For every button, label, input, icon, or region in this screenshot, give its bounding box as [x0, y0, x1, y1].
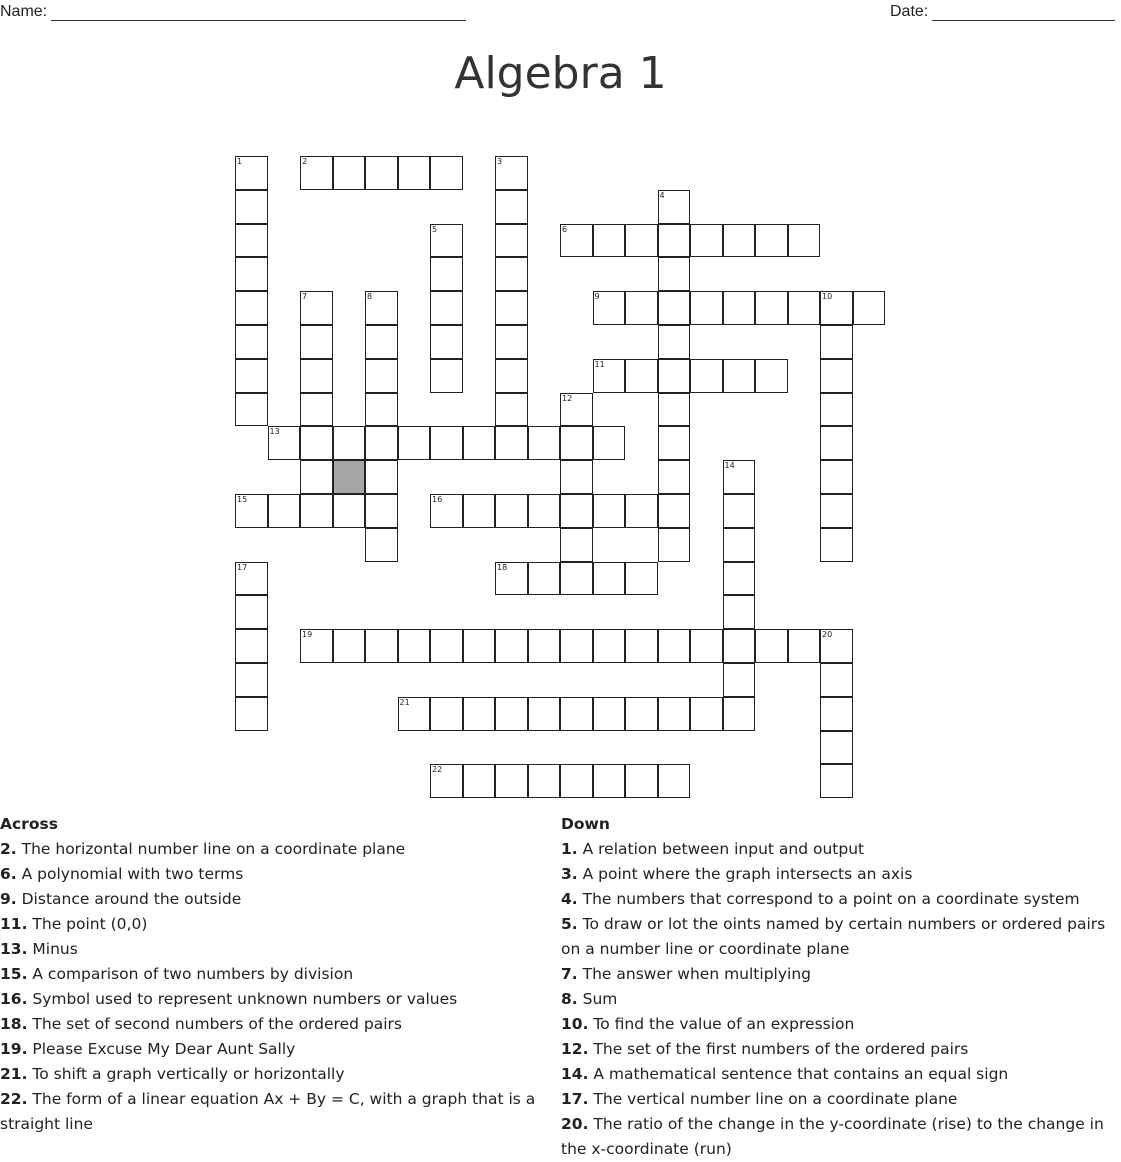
clue-number: 19: [302, 630, 313, 640]
crossword-cell[interactable]: [820, 291, 853, 325]
clue-text: Minus: [32, 940, 78, 958]
clue-number-label: 17.: [561, 1090, 589, 1108]
crossword-cell[interactable]: [820, 764, 853, 798]
across-clue: [0, 1012, 545, 1037]
crossword-cell[interactable]: [593, 359, 626, 393]
crossword-cell[interactable]: [528, 629, 561, 663]
crossword-cell[interactable]: [365, 156, 398, 190]
crossword-cell[interactable]: [235, 697, 268, 731]
crossword-cell[interactable]: [658, 190, 691, 224]
down-clue: [561, 1037, 1121, 1062]
down-clue: [561, 962, 1121, 987]
crossword-cell[interactable]: [625, 224, 658, 258]
clue-text: Distance around the outside: [21, 890, 242, 908]
crossword-cell[interactable]: [268, 494, 301, 528]
clue-number-label: 12.: [561, 1040, 589, 1058]
crossword-cell[interactable]: [820, 393, 853, 427]
crossword-cell[interactable]: [528, 562, 561, 596]
crossword-cell[interactable]: [398, 426, 431, 460]
crossword-cell[interactable]: [658, 426, 691, 460]
clue-number-label: 7.: [561, 965, 578, 983]
crossword-cell[interactable]: [820, 494, 853, 528]
crossword-cell[interactable]: [430, 764, 463, 798]
down-heading: Down: [561, 815, 610, 833]
crossword-cell[interactable]: [365, 325, 398, 359]
clue-text: To draw or lot the oints named by certain numbers or ordered pairs on a number line or coordinate plane: [561, 915, 1106, 958]
crossword-cell[interactable]: [430, 494, 463, 528]
crossword-cell[interactable]: [495, 359, 528, 393]
crossword-cell[interactable]: [755, 629, 788, 663]
clue-number-label: 18.: [0, 1015, 28, 1033]
crossword-cell[interactable]: [463, 629, 496, 663]
crossword-cell[interactable]: [495, 190, 528, 224]
down-clue-list: [561, 837, 1121, 1162]
crossword-cell[interactable]: [300, 426, 333, 460]
clue-text: A relation between input and output: [582, 840, 865, 858]
crossword-cell[interactable]: [723, 595, 756, 629]
across-clue: [0, 962, 545, 987]
clue-text: The horizontal number line on a coordinate plane: [21, 840, 406, 858]
down-clue: [561, 862, 1121, 887]
clue-number: 1: [237, 157, 243, 166]
clue-text: To find the value of an expression: [593, 1015, 855, 1033]
crossword-cell[interactable]: [625, 697, 658, 731]
crossword-cell[interactable]: [463, 494, 496, 528]
clue-number: 22: [432, 765, 443, 775]
crossword-cell[interactable]: [235, 595, 268, 629]
crossword-cell[interactable]: [723, 291, 756, 325]
down-clues: [561, 812, 1121, 1162]
crossword-block: [333, 460, 366, 494]
crossword-cell[interactable]: [495, 697, 528, 731]
across-clue: [0, 862, 545, 887]
crossword-cell[interactable]: [560, 460, 593, 494]
across-clue-list: [0, 837, 545, 1137]
crossword-cell[interactable]: [560, 764, 593, 798]
crossword-cell[interactable]: [430, 697, 463, 731]
crossword-cell[interactable]: [560, 393, 593, 427]
crossword-cell[interactable]: [430, 426, 463, 460]
crossword-cell[interactable]: [430, 224, 463, 258]
crossword-cell[interactable]: [463, 697, 496, 731]
across-clue: [0, 912, 545, 937]
clue-number: 14: [724, 461, 735, 471]
clue-number: 9: [594, 292, 600, 302]
crossword-cell[interactable]: [495, 257, 528, 291]
crossword-cell[interactable]: [723, 562, 756, 596]
crossword-cell[interactable]: [593, 224, 626, 258]
across-clue: [0, 1037, 545, 1062]
across-heading: Across: [0, 815, 58, 833]
clue-text: To shift a graph vertically or horizontally: [32, 1065, 345, 1083]
crossword-cell[interactable]: [593, 291, 626, 325]
crossword-cell[interactable]: [528, 426, 561, 460]
crossword-cell[interactable]: [690, 291, 723, 325]
crossword-cell[interactable]: [235, 156, 268, 190]
crossword-cell[interactable]: [235, 224, 268, 258]
crossword-cell[interactable]: [365, 494, 398, 528]
crossword-cell[interactable]: [235, 190, 268, 224]
clue-number-label: 20.: [561, 1115, 589, 1133]
crossword-cell[interactable]: [398, 697, 431, 731]
clue-number-label: 6.: [0, 865, 17, 883]
crossword-cell[interactable]: [593, 562, 626, 596]
down-clue: [561, 1012, 1121, 1037]
crossword-cell[interactable]: [625, 291, 658, 325]
crossword-cell[interactable]: [560, 629, 593, 663]
clue-text: A mathematical sentence that contains an equal sign: [593, 1065, 1009, 1083]
crossword-cell[interactable]: [528, 494, 561, 528]
crossword-cell[interactable]: [723, 494, 756, 528]
crossword-cell[interactable]: [235, 629, 268, 663]
crossword-cell[interactable]: [300, 393, 333, 427]
clue-text: The numbers that correspond to a point on a coordinate system: [582, 890, 1080, 908]
crossword-cell[interactable]: [495, 629, 528, 663]
crossword-cell[interactable]: [625, 359, 658, 393]
crossword-cell[interactable]: [560, 528, 593, 562]
crossword-cell[interactable]: [625, 629, 658, 663]
clue-number-label: 4.: [561, 890, 578, 908]
across-clue: [0, 1087, 545, 1137]
crossword-cell[interactable]: [560, 562, 593, 596]
crossword-cell[interactable]: [593, 764, 626, 798]
crossword-cell[interactable]: [430, 325, 463, 359]
crossword-cell[interactable]: [723, 663, 756, 697]
crossword-cell[interactable]: [300, 325, 333, 359]
down-clue: [561, 837, 1121, 862]
crossword-cell[interactable]: [593, 697, 626, 731]
down-clue: [561, 1112, 1121, 1162]
clue-number-label: 3.: [561, 865, 578, 883]
crossword-cell[interactable]: [333, 156, 366, 190]
crossword-cell[interactable]: [820, 663, 853, 697]
crossword-cell[interactable]: [495, 291, 528, 325]
crossword-cell[interactable]: [235, 325, 268, 359]
crossword-cell[interactable]: [690, 359, 723, 393]
crossword-cell[interactable]: [463, 426, 496, 460]
crossword-cell[interactable]: [235, 393, 268, 427]
crossword-cell[interactable]: [723, 528, 756, 562]
crossword-cell[interactable]: [365, 291, 398, 325]
crossword-cell[interactable]: [658, 359, 691, 393]
crossword-cell[interactable]: [853, 291, 886, 325]
clue-text: Symbol used to represent unknown numbers or values: [32, 990, 458, 1008]
crossword-cell[interactable]: [723, 224, 756, 258]
crossword-cell[interactable]: [365, 393, 398, 427]
crossword-cell[interactable]: [723, 629, 756, 663]
crossword-cell[interactable]: [398, 156, 431, 190]
clue-number-label: 22.: [0, 1090, 28, 1108]
clue-number: 15: [237, 495, 248, 504]
clue-text: The set of the first numbers of the ordered pairs: [593, 1040, 969, 1058]
crossword-cell[interactable]: [723, 697, 756, 731]
crossword-cell[interactable]: [463, 764, 496, 798]
crossword-cell[interactable]: [658, 291, 691, 325]
crossword-cell[interactable]: [658, 393, 691, 427]
crossword-cell[interactable]: [658, 697, 691, 731]
clue-number: 18: [497, 562, 508, 572]
crossword-cell[interactable]: [820, 697, 853, 731]
clue-text: The vertical number line on a coordinate plane: [593, 1090, 958, 1108]
crossword-cell[interactable]: [820, 325, 853, 359]
clue-number: 8: [367, 292, 373, 302]
clue-number: 16: [432, 495, 443, 504]
across-clue: [0, 837, 545, 862]
crossword-cell[interactable]: [430, 629, 463, 663]
crossword-cell[interactable]: [430, 359, 463, 393]
crossword-cell[interactable]: [365, 426, 398, 460]
crossword-cell[interactable]: [365, 629, 398, 663]
clue-number-label: 10.: [561, 1015, 589, 1033]
crossword-cell[interactable]: [690, 224, 723, 258]
crossword-cell[interactable]: [495, 562, 528, 596]
crossword-cell[interactable]: [430, 257, 463, 291]
crossword-cell[interactable]: [723, 460, 756, 494]
crossword-cell[interactable]: [495, 393, 528, 427]
crossword-cell[interactable]: [820, 731, 853, 765]
across-clues: [0, 812, 545, 1137]
crossword-cell[interactable]: [268, 426, 301, 460]
crossword-cell[interactable]: [788, 291, 821, 325]
crossword-cell[interactable]: [560, 494, 593, 528]
crossword-cell[interactable]: [625, 494, 658, 528]
crossword-cell[interactable]: [755, 291, 788, 325]
crossword-cell[interactable]: [593, 494, 626, 528]
down-clue: [561, 912, 1121, 962]
clue-number: 4: [659, 190, 665, 200]
across-clue: [0, 937, 545, 962]
crossword-cell[interactable]: [495, 764, 528, 798]
crossword-cell[interactable]: [235, 494, 268, 528]
crossword-cell[interactable]: [658, 224, 691, 258]
down-clue: [561, 887, 1121, 912]
crossword-cell[interactable]: [495, 426, 528, 460]
clue-number: 20: [822, 630, 833, 640]
crossword-cell[interactable]: [300, 629, 333, 663]
crossword-cell[interactable]: [593, 629, 626, 663]
crossword-cell[interactable]: [300, 359, 333, 393]
clue-number-label: 8.: [561, 990, 578, 1008]
clue-number: 6: [562, 224, 568, 234]
date-label: Date:: [890, 3, 929, 20]
crossword-cell[interactable]: [235, 359, 268, 393]
clue-text: A comparison of two numbers by division: [32, 965, 354, 983]
clue-number: 3: [497, 157, 503, 166]
crossword-cell[interactable]: [235, 257, 268, 291]
clue-text: The form of a linear equation Ax + By = C, with a graph that is a straight line: [0, 1090, 536, 1133]
crossword-cell[interactable]: [528, 764, 561, 798]
crossword-cell[interactable]: [560, 224, 593, 258]
name-label: Name:: [0, 3, 48, 20]
crossword-cell[interactable]: [723, 359, 756, 393]
crossword-cell[interactable]: [333, 629, 366, 663]
crossword-cell[interactable]: [690, 697, 723, 731]
crossword-cell[interactable]: [235, 291, 268, 325]
crossword-cell[interactable]: [495, 494, 528, 528]
clue-number-label: 19.: [0, 1040, 28, 1058]
crossword-cell[interactable]: [658, 257, 691, 291]
clue-text: A polynomial with two terms: [21, 865, 244, 883]
crossword-cell[interactable]: [560, 426, 593, 460]
crossword-cell[interactable]: [658, 494, 691, 528]
crossword-cell[interactable]: [560, 697, 593, 731]
down-clue: [561, 987, 1121, 1012]
across-clue: [0, 987, 545, 1012]
across-clue: [0, 1062, 545, 1087]
clue-text: Please Excuse My Dear Aunt Sally: [32, 1040, 296, 1058]
clue-number-label: 11.: [0, 915, 28, 933]
crossword-cell[interactable]: [365, 359, 398, 393]
down-clue: [561, 1087, 1121, 1112]
crossword-cell[interactable]: [625, 562, 658, 596]
crossword-cell[interactable]: [300, 291, 333, 325]
crossword-cell[interactable]: [333, 494, 366, 528]
crossword-cell[interactable]: [788, 629, 821, 663]
crossword-cell[interactable]: [430, 156, 463, 190]
crossword-cell[interactable]: [398, 629, 431, 663]
crossword-cell[interactable]: [235, 562, 268, 596]
crossword-cell[interactable]: [658, 528, 691, 562]
clue-text: The ratio of the change in the y-coordinate (rise) to the change in the x-coordinate (run): [561, 1115, 1104, 1158]
crossword-cell[interactable]: [820, 629, 853, 663]
crossword-cell[interactable]: [365, 460, 398, 494]
crossword-cell[interactable]: [300, 156, 333, 190]
crossword-cell[interactable]: [755, 359, 788, 393]
clue-number-label: 14.: [561, 1065, 589, 1083]
crossword-cell[interactable]: [820, 528, 853, 562]
crossword-cell[interactable]: [820, 359, 853, 393]
clue-number-label: 16.: [0, 990, 28, 1008]
crossword-cell[interactable]: [593, 426, 626, 460]
crossword-cell[interactable]: [820, 426, 853, 460]
crossword-cell[interactable]: [658, 460, 691, 494]
crossword-cell[interactable]: [755, 224, 788, 258]
clue-number: 11: [594, 359, 605, 369]
crossword-cell[interactable]: [365, 528, 398, 562]
across-clue: [0, 887, 545, 912]
clue-number: 13: [269, 427, 280, 437]
crossword-cell[interactable]: [333, 426, 366, 460]
crossword-cell[interactable]: [235, 663, 268, 697]
clue-number-label: 2.: [0, 840, 17, 858]
crossword-cell[interactable]: [528, 697, 561, 731]
crossword-cell[interactable]: [788, 224, 821, 258]
crossword-cell[interactable]: [430, 291, 463, 325]
clue-text: Sum: [582, 990, 618, 1008]
crossword-cell[interactable]: [658, 764, 691, 798]
crossword-cell[interactable]: [300, 460, 333, 494]
down-clue: [561, 1062, 1121, 1087]
crossword-cell[interactable]: [625, 764, 658, 798]
clue-number: 10: [822, 292, 833, 302]
page-title: Algebra 1: [454, 48, 667, 99]
clue-number-label: 9.: [0, 890, 17, 908]
clue-number: 2: [302, 157, 308, 166]
crossword-cell[interactable]: [495, 156, 528, 190]
crossword-cell[interactable]: [658, 629, 691, 663]
clue-text: The point (0,0): [32, 915, 148, 933]
crossword-cell[interactable]: [820, 460, 853, 494]
clue-number: 7: [302, 292, 308, 302]
crossword-cell[interactable]: [495, 325, 528, 359]
clue-text: The answer when multiplying: [582, 965, 811, 983]
clue-number: 5: [432, 224, 438, 234]
clue-number-label: 5.: [561, 915, 578, 933]
clue-number-label: 15.: [0, 965, 28, 983]
clue-number: 12: [562, 393, 573, 403]
clue-text: A point where the graph intersects an axis: [582, 865, 913, 883]
crossword-cell[interactable]: [300, 494, 333, 528]
crossword-cell[interactable]: [690, 629, 723, 663]
crossword-cell[interactable]: [495, 224, 528, 258]
clue-number: 21: [399, 697, 410, 707]
clue-number: 17: [237, 562, 248, 572]
clue-number-label: 1.: [561, 840, 578, 858]
crossword-cell[interactable]: [658, 325, 691, 359]
clue-number-label: 21.: [0, 1065, 28, 1083]
clue-text: The set of second numbers of the ordered pairs: [32, 1015, 402, 1033]
clue-number-label: 13.: [0, 940, 28, 958]
